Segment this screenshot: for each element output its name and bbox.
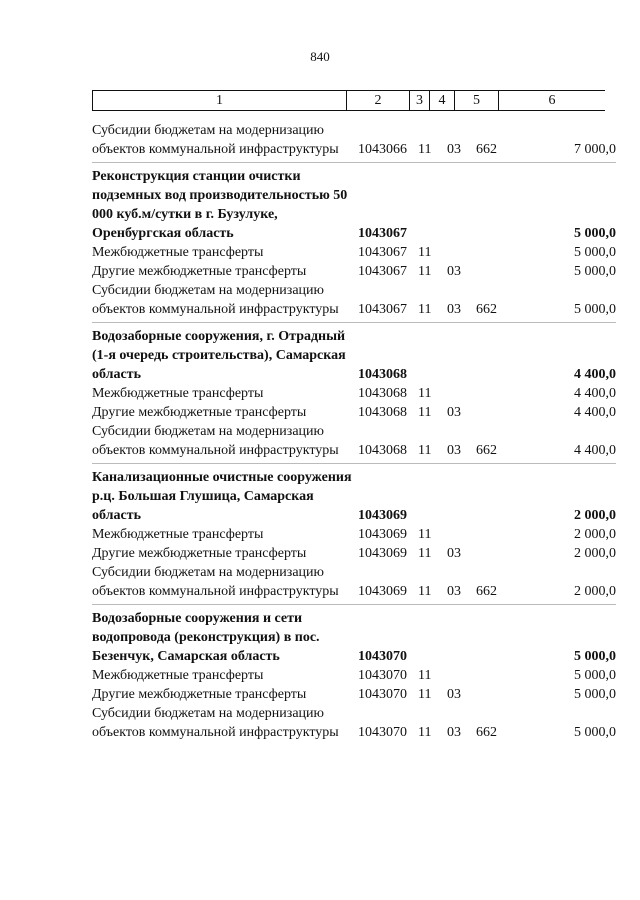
row-code: 1043069 (358, 546, 407, 561)
row-expense-type: 662 (476, 142, 497, 157)
row-name: Реконструкция станции очистки подземных вод производительностью 50 000 куб.м/сутки в г. Бузулуке, Оренбургская область (92, 169, 348, 241)
row-section: 11 (418, 264, 432, 279)
row-amount: 4 400,0 (574, 386, 616, 401)
row-amount: 2 000,0 (574, 508, 616, 523)
row-amount: 5 000,0 (574, 687, 616, 702)
row-subsection: 03 (447, 546, 461, 561)
row-amount: 5 000,0 (574, 264, 616, 279)
row-name: Водозаборные сооружения, г. Отрадный (1-я очередь строительства), Самарская область (92, 329, 346, 382)
row-code: 1043068 (358, 405, 407, 420)
table-section (92, 609, 616, 742)
row-name: Субсидии бюджетам на модернизацию объектов коммунальной инфраструктуры (92, 706, 339, 740)
row-section: 11 (418, 584, 432, 599)
row-name: Субсидии бюджетам на модернизацию объектов коммунальной инфраструктуры (92, 565, 339, 599)
row-name: Водозаборные сооружения и сети водопровода (реконструкция) в пос. Безенчук, Самарская область (92, 611, 320, 664)
row-section: 11 (418, 443, 432, 458)
row-section: 11 (418, 302, 432, 317)
table-row (92, 384, 616, 403)
row-amount: 7 000,0 (574, 142, 616, 157)
table-section (92, 121, 616, 159)
table-row (92, 685, 616, 704)
row-amount: 2 000,0 (574, 584, 616, 599)
row-code: 1043070 (358, 649, 407, 664)
row-amount: 2 000,0 (574, 527, 616, 542)
row-code: 1043067 (358, 264, 407, 279)
row-name: Субсидии бюджетам на модернизацию объектов коммунальной инфраструктуры (92, 123, 339, 157)
row-expense-type: 662 (476, 584, 497, 599)
row-code: 1043069 (358, 584, 407, 599)
row-subsection: 03 (447, 687, 461, 702)
row-name: Другие межбюджетные трансферты (92, 546, 307, 561)
table-row (92, 563, 616, 601)
row-subsection: 03 (447, 264, 461, 279)
column-header-4: 4 (430, 91, 455, 110)
row-amount: 4 400,0 (574, 405, 616, 420)
row-section: 11 (418, 386, 432, 401)
row-section: 11 (418, 142, 432, 157)
row-section: 11 (418, 668, 432, 683)
column-header-1: 1 (93, 91, 347, 110)
page-number: 840 (310, 49, 330, 64)
row-name: Другие межбюджетные трансферты (92, 264, 307, 279)
row-name: Другие межбюджетные трансферты (92, 405, 307, 420)
row-name: Межбюджетные трансферты (92, 245, 264, 260)
row-amount: 5 000,0 (574, 649, 616, 664)
row-code: 1043070 (358, 668, 407, 683)
row-name: Межбюджетные трансферты (92, 386, 264, 401)
row-subsection: 03 (447, 302, 461, 317)
row-amount: 4 400,0 (574, 443, 616, 458)
row-amount: 5 000,0 (574, 668, 616, 683)
row-section: 11 (418, 687, 432, 702)
table-row-heading (92, 327, 616, 384)
row-amount: 5 000,0 (574, 245, 616, 260)
row-section: 11 (418, 725, 432, 740)
table-row (92, 403, 616, 422)
budget-table-body (92, 121, 616, 750)
row-amount: 4 400,0 (574, 367, 616, 382)
row-section: 11 (418, 405, 432, 420)
column-header-row (92, 90, 605, 111)
row-subsection: 03 (447, 443, 461, 458)
row-subsection: 03 (447, 405, 461, 420)
row-amount: 2 000,0 (574, 546, 616, 561)
column-header-3: 3 (410, 91, 430, 110)
row-code: 1043070 (358, 725, 407, 740)
table-row (92, 243, 616, 262)
table-row-heading (92, 468, 616, 525)
row-section: 11 (418, 245, 432, 260)
row-code: 1043068 (358, 386, 407, 401)
row-expense-type: 662 (476, 725, 497, 740)
table-row (92, 281, 616, 319)
row-expense-type: 662 (476, 443, 497, 458)
row-amount: 5 000,0 (574, 725, 616, 740)
row-name: Межбюджетные трансферты (92, 527, 264, 542)
row-subsection: 03 (447, 142, 461, 157)
table-row (92, 262, 616, 281)
row-code: 1043068 (358, 367, 407, 382)
column-header-5: 5 (455, 91, 499, 110)
table-row (92, 704, 616, 742)
row-amount: 5 000,0 (574, 302, 616, 317)
row-subsection: 03 (447, 725, 461, 740)
table-section (92, 468, 616, 601)
column-header-6: 6 (548, 93, 556, 108)
table-row (92, 666, 616, 685)
row-name: Субсидии бюджетам на модернизацию объектов коммунальной инфраструктуры (92, 283, 339, 317)
table-row (92, 544, 616, 563)
row-code: 1043067 (358, 245, 407, 260)
table-section (92, 327, 616, 460)
row-expense-type: 662 (476, 302, 497, 317)
column-header-2: 2 (347, 91, 410, 110)
row-name: Другие межбюджетные трансферты (92, 687, 307, 702)
table-row-heading (92, 167, 616, 243)
row-code: 1043068 (358, 443, 407, 458)
row-section: 11 (418, 527, 432, 542)
row-name: Канализационные очистные сооружения р.ц. Большая Глушица, Самарская область (92, 470, 352, 523)
table-section (92, 167, 616, 319)
row-name: Межбюджетные трансферты (92, 668, 264, 683)
row-code: 1043067 (358, 302, 407, 317)
row-section: 11 (418, 546, 432, 561)
row-name: Субсидии бюджетам на модернизацию объектов коммунальной инфраструктуры (92, 424, 339, 458)
table-row (92, 422, 616, 460)
row-amount: 5 000,0 (574, 226, 616, 241)
table-row-heading (92, 609, 616, 666)
row-code: 1043067 (358, 226, 407, 241)
row-code: 1043069 (358, 508, 407, 523)
row-code: 1043069 (358, 527, 407, 542)
row-code: 1043066 (358, 142, 407, 157)
table-row (92, 121, 616, 159)
row-code: 1043070 (358, 687, 407, 702)
table-row (92, 525, 616, 544)
row-subsection: 03 (447, 584, 461, 599)
